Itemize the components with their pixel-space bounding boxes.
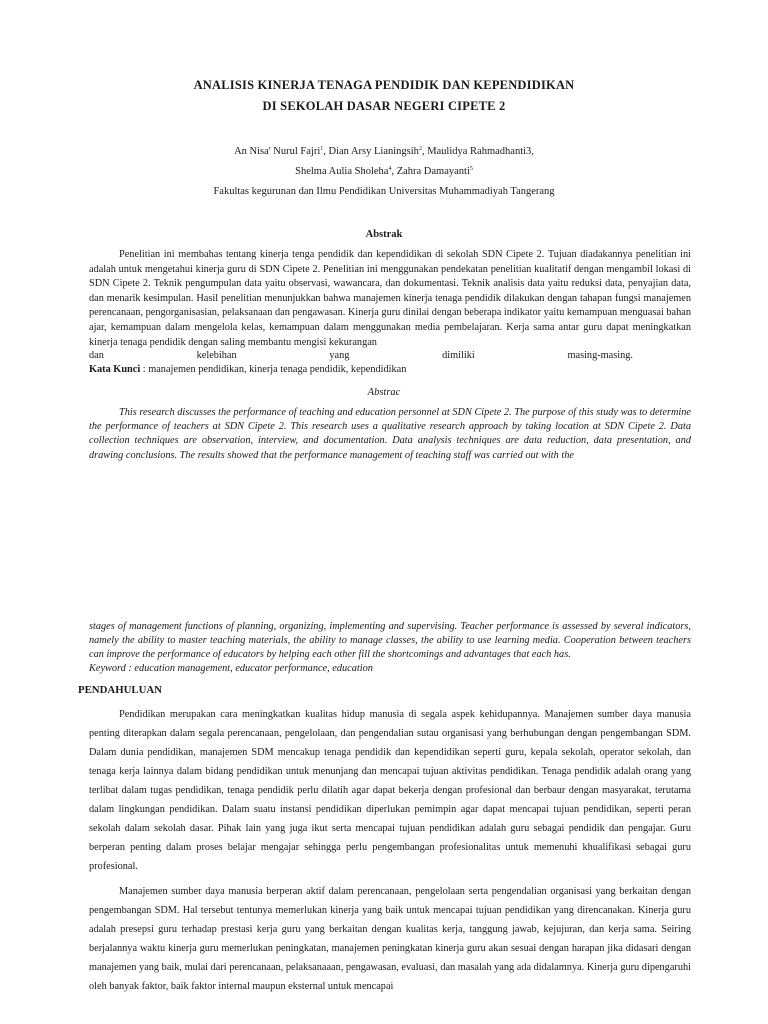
author-name: , Maulidya Rahmadhanti3, — [421, 146, 534, 157]
authors-line-1 — [0, 146, 768, 157]
intro-paragraph-2: Manajemen sumber daya manusia berperan aktif dalam perencanaan, pengelolaan serta pengendalian organisasi yang berkaitan dengan pengembangan SDM. Hal tersebut tentunya memerlukan kinerja yang baik untuk mencapai tujuan pendidikan yang direncanakan. Kinerja guru adalah presepsi guru terhadap prestasi kerja guru yang berkaitan dengan kualitas kerja, tanggung jawab, kejujuran, dan kerja sama. Seiring berjalannya waktu kinerja guru memerlukan peningkatan, manajemen peningkatan kinerja guru akan sesuai dengan harapan jika didasari dengan manajemen yang baik, mulai dari perencanaan, pelaksanaaan, pengawasan, evaluasi, dan masalah yang ada didalamnya. Kinerja guru dipengaruhi oleh banyak faktor, baik faktor internal maupun eksternal untuk mencapai — [89, 886, 691, 992]
author-name: Shelma Aulia Sholeha — [295, 166, 389, 177]
abstract-paragraph-part-1: This research discusses the performance of teaching and education personnel at SDN Cipete 2. The purpose of this study was to determine the performance of teachers at SDN Cipete 2. This research uses a qualitative research approach by taking location at SDN Cipete 2. Data collection techniques are observation, interview, and documentation. Data analysis techniques are data reduction, data presentation, and drawing conclusions. The results showed that the performance management of teaching staff was carried out with the — [89, 407, 691, 461]
author-name: , Dian Arsy Lianingsih — [323, 146, 419, 157]
abstrak-last-word: kelebihan — [196, 350, 237, 361]
kata-kunci-label: Kata Kunci — [89, 364, 141, 375]
author-affiliation-mark: 4 — [388, 166, 392, 172]
paper-title-line-1: ANALISIS KINERJA TENAGA PENDIDIK DAN KEPENDIDIKAN — [193, 78, 575, 92]
kata-kunci-text: : manajemen pendidikan, kinerja tenaga pendidik, kependidikan — [140, 364, 407, 375]
abstract-paragraph-part-2: stages of management functions of planning, organizing, implementing and supervising. Teacher performance is assessed by several indicators, namely the ability to master teaching materials, the ability to manage classes, the ability to use learning media. Cooperation between teachers can improve the performance of educators by helping each other fill the shortcomings and advantages that each has. — [89, 621, 691, 661]
keyword-line: Keyword : education management, educator performance, education — [89, 663, 373, 674]
author-affiliation-mark: 2 — [418, 146, 422, 152]
abstrak-paragraph: Penelitian ini membahas tentang kinerja tenga pendidik dan kependidikan di sekolah SDN Cipete 2. Tujuan diadakannya penelitian ini adalah untuk mengetahui kinerja guru di SDN Cipete 2. Penelitian ini menggunakan pendekatan penelitian kualitatif dengan mengambil lokasi di SDN Cipete 2. Teknik pengumpulan data yaitu observasi, wawancara, dan dokumentasi. Teknik analisis data yaitu reduksi data, penyajian data, dan menarik kesimpulan. Hasil penelitian menunjukkan bahwa manajemen kinerja tenaga pendidik dilakukan dengan tahapan fungsi manajemen perencanaan, pengorganisasian, pelaksanaan dan pengawasan. Kinerja guru dinilai dengan beberapa indikator yaitu kemampuan menguasai bahan ajar, kemampuan dalam mengelola kelas, kemampuan dalam menggunakan media pembelajaran. Kerja sama antar guru dapat meningkatkan kinerja tenaga pendidik dengan saling membantu mengisi kekurangan — [89, 249, 691, 348]
abstrak-last-word: dan — [89, 350, 104, 361]
kata-kunci-line — [89, 364, 691, 375]
intro-paragraph-1: Pendidikan merupakan cara meningkatkan kualitas hidup manusia di segala aspek kehidupannya. Manajemen sumber daya manusia penting diterapkan dalam segala perencanaan, pengelolaan, dan pengendalian sutau organisasi yang berhubungan dengan pengembangan SDM. Dalam dunia pendidikan, manajemen SDM mencakup tenaga pendidik dan kependidikan seperti guru, kepala sekolah, operator sekolah, dan tenaga kerja lainnya dalam bidang pendidikan untuk menunjang dan mencapai tujuan aktivitas pendidikan. Tenaga pendidik adalah orang yang terlibat dalam tugas pendidikan, tenaga pendidik perlu dilatih agar dapat bekerja dengan profesional dan berbaur dengan masyarakat, terutama dalam lingkungan pendidikan. Dalam suatu instansi pendidikan diperlukan pemimpin agar dapat mencapai tujuan pendidikan, seperti peran sekolah dalam sekolah dasar. Pihak lain yang juga ikut serta mencapai tujuan pendidikan adalah guru sebagai pendidik dan pengajar. Guru berperan penting dalam proses belajar mengajar sehingga perlu pengembangan profesionalitas untuk memenuhi khualifikasi sebagai guru profesional. — [89, 709, 691, 872]
abstrak-last-word: dimiliki — [442, 350, 475, 361]
abstrak-heading: Abstrak — [365, 229, 403, 240]
author-name: An Nisa' Nurul Fajri — [234, 146, 321, 157]
author-affiliation-mark: 1 — [320, 146, 324, 152]
abstrak-last-word: masing-masing. — [567, 350, 633, 361]
abstrak-last-line — [89, 350, 633, 361]
affiliation: Fakultas kegurunan dan Ilmu Pendidikan Universitas Muhammadiyah Tangerang — [213, 186, 555, 197]
paper-title-line-2: DI SEKOLAH DASAR NEGERI CIPETE 2 — [262, 99, 506, 113]
author-affiliation-mark: 5 — [469, 166, 473, 172]
authors-line-2 — [0, 166, 768, 177]
author-name: , Zahra Damayanti — [391, 166, 470, 177]
abstract-heading: Abstrac — [367, 387, 401, 398]
section-heading-pendahuluan: PENDAHULUAN — [78, 684, 162, 696]
abstrak-last-word: yang — [329, 350, 350, 361]
